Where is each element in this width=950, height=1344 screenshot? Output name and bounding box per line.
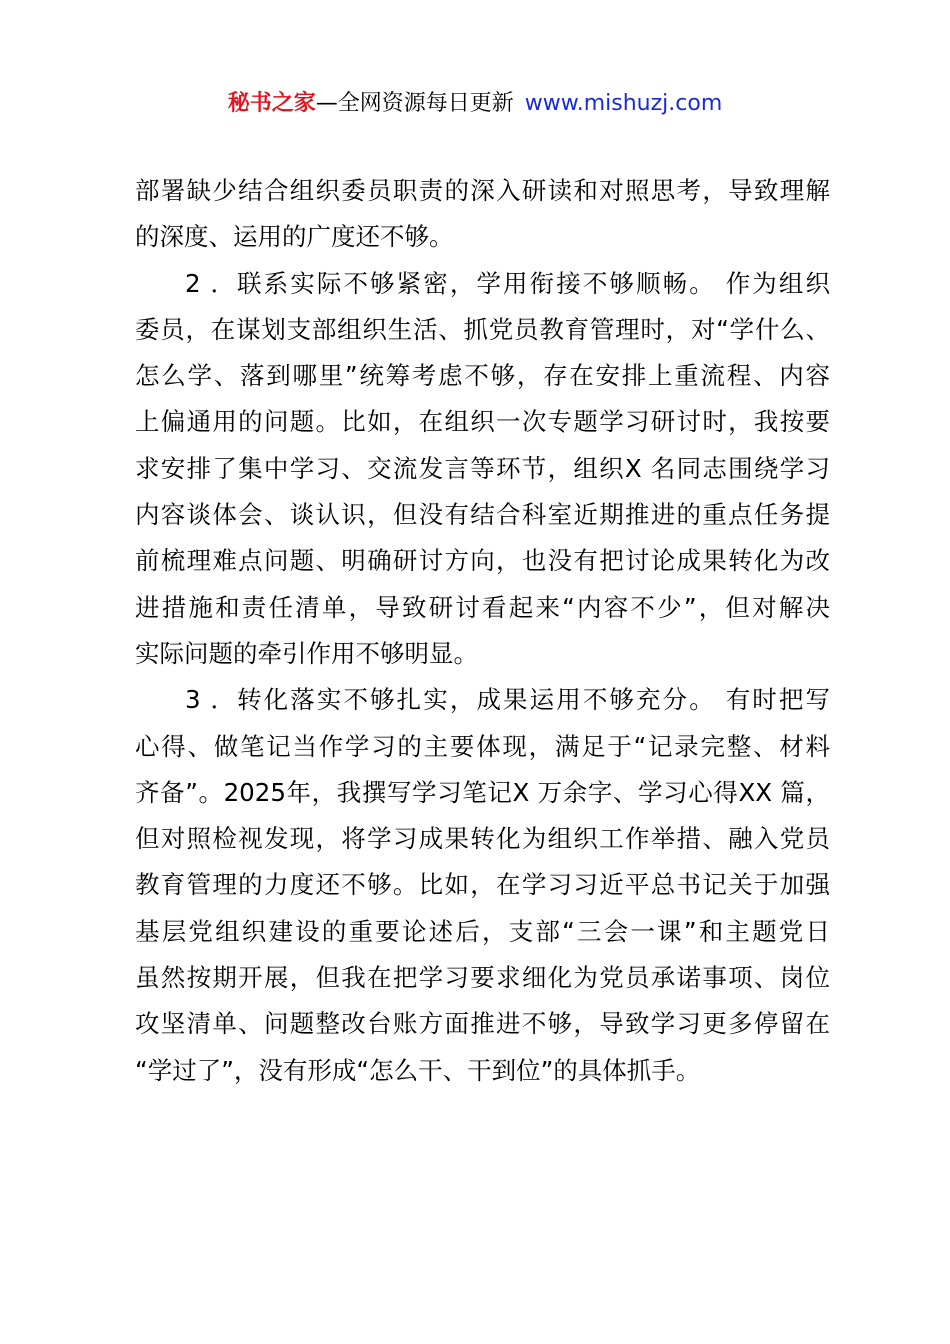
text-line: 内容谈体会、谈认识，但没有结合科室近期推进的重点任务提	[135, 500, 830, 530]
text-line: 怎么学、落到哪里”统筹考虑不够，存在安排上重流程、内容	[135, 361, 830, 391]
document-body	[135, 168, 830, 1094]
text-line: “学过了”，没有形成“怎么干、干到位”的具体抓手。	[135, 1055, 701, 1085]
text-line: 攻坚清单、问题整改台账方面推进不够，导致学习更多停留在	[135, 1009, 830, 1039]
text-line: 虽然按期开展，但我在把学习要求细化为党员承诺事项、岗位	[135, 963, 830, 993]
text-line: 心得、做笔记当作学习的主要体现，满足于“记录完整、材料	[135, 731, 830, 761]
text-line: 求安排了集中学习、交流发言等环节，组织X 名同志围绕学习	[135, 453, 830, 483]
text-line: 但对照检视发现，将学习成果转化为组织工作举措、融入党员	[135, 824, 830, 854]
page-header	[0, 86, 950, 122]
text-line: 委员，在谋划支部组织生活、抓党员教育管理时，对“学什么、	[135, 314, 830, 344]
paragraph-2	[135, 261, 830, 678]
text-line: 基层党组织建设的重要论述后，支部“三会一课”和主题党日	[135, 916, 830, 946]
website-link[interactable]: www.mishuzj.com	[524, 91, 723, 116]
text-line: 进措施和责任清单，导致研讨看起来“内容不少”，但对解决	[135, 592, 830, 622]
text-line: 前梳理难点问题、明确研讨方向，也没有把讨论成果转化为改	[135, 546, 830, 576]
text-line: 上偏通用的问题。比如，在组织一次专题学习研讨时，我按要	[135, 407, 830, 437]
text-line: 2 ．联系实际不够紧密，学用衔接不够顺畅。 作为组织	[185, 268, 830, 298]
paragraph-3	[135, 677, 830, 1094]
text-line: 齐备”。2025年，我撰写学习笔记X 万余字、学习心得XX 篇，	[135, 777, 830, 807]
text-line: 实际问题的牵引作用不够明显。	[135, 638, 478, 668]
text-line: 3 ．转化落实不够扎实，成果运用不够充分。 有时把写	[185, 685, 830, 715]
brand-name: 秘书之家	[227, 91, 316, 116]
text-line: 部署缺少结合组织委员职责的深入研读和对照思考，导致理解	[135, 176, 830, 205]
header-tagline: —全网资源每日更新	[315, 91, 514, 116]
text-line: 的深度、运用的广度还不够。	[135, 222, 454, 252]
text-line: 教育管理的力度还不够。比如，在学习习近平总书记关于加强	[135, 870, 830, 900]
paragraph-1	[135, 168, 830, 261]
